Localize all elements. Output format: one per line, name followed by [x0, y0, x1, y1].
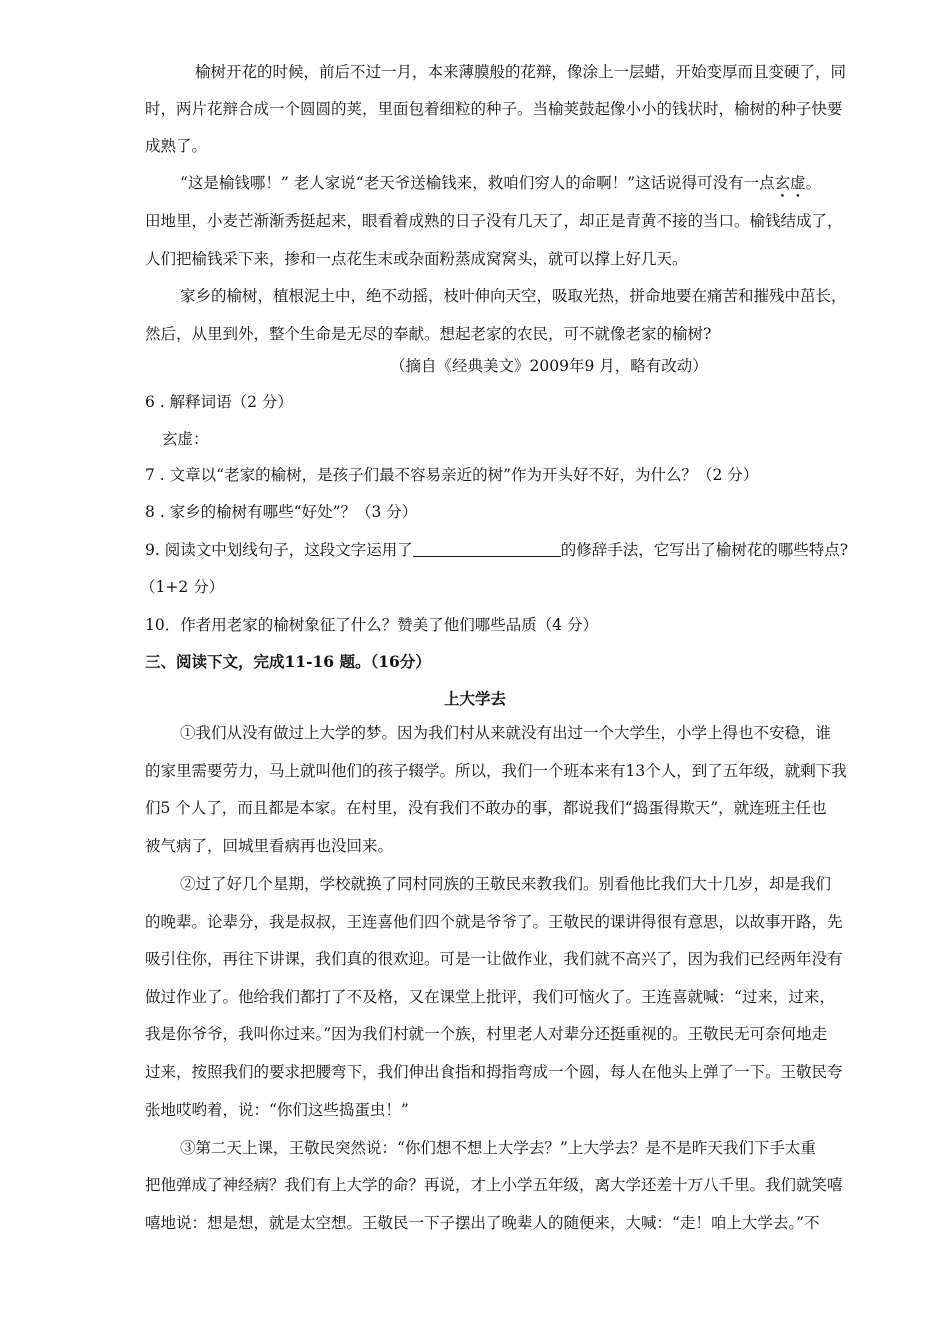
- question-6: 6 . 解释词语（2 分）: [145, 393, 293, 411]
- question-7: 7 . 文章以“老家的榆树，是孩子们最不容易亲近的树”作为开头好不好，为什么？（2 分）: [145, 466, 759, 484]
- question-9: [145, 540, 848, 560]
- passage1-p1-line2: 时，两片花辩合成一个圆圆的荚，里面包着细粒的种子。当榆荚鼓起像小小的钱状时，榆树的种子快要: [145, 100, 843, 118]
- section3-para2-line4: 做过作业了。他给我们都打了不及格，又在课堂上批评，我们可恼火了。王连喜就喊：“过来，过来，: [145, 988, 835, 1006]
- passage1-p3-line2: 然后，从里到外，整个生命是无尽的奉献。想起老家的农民，可不就像老家的榆树?: [145, 325, 712, 343]
- question-6-term: 玄虚：: [162, 430, 209, 448]
- section3-para1-line2: 的家里需要劳力，马上就叫他们的孩子辍学。所以，我们一个班本来有13个人，到了五年级，就剩下我: [145, 762, 847, 780]
- section3-heading: 三、阅读下文，完成11-16 题。（16分）: [145, 652, 431, 671]
- passage1-p1-line3: 成熟了。: [145, 137, 208, 155]
- passage1-p1-line1: 榆树开花的时候，前后不过一月，本来薄膜般的花辩，像涂上一层蜡，开始变厚而且变硬了，同: [195, 63, 847, 81]
- passage1-p2-line2: 田地里，小麦芒渐渐秀挺起来，眼看着成熟的日子没有几天了，却正是青黄不接的当口。榆钱结成了，: [145, 212, 843, 230]
- section3-para2-line2: 的晚辈。论辈分，我是叔叔，王连喜他们四个就是爷爷了。王敬民的课讲得很有意思，以故事开路，先: [145, 913, 843, 931]
- section3-title: 上大学去: [443, 689, 506, 708]
- emphasis-char-xu: 虚: [790, 174, 806, 192]
- question-9-text: 9. 阅读文中划线句子，这段文字运用了: [145, 541, 413, 559]
- question-8: 8 . 家乡的榆树有哪些“好处”？（3 分）: [145, 503, 418, 521]
- section3-para3-line2: 把他弹成了神经病？我们有上大学的命？再说，才上小学五年级，离大学还差十万八千里。我们就笑嘻: [145, 1176, 843, 1194]
- question-9-text-end: 的修辞手法，它写出了榆树花的哪些特点?: [560, 541, 849, 559]
- section3-para3-line1: ③第二天上课，王敬民突然说：“你们想不想上大学去？”上大学去？是不是昨天我们下手太重: [180, 1139, 816, 1157]
- section3-para2-line3: 吸引住你，再往下讲课，我们真的很欢迎。可是一让做作业，我们就不高兴了，因为我们已经两年没有: [145, 950, 843, 968]
- question-10: 10．作者用老家的榆树象征了什么？赞美了他们哪些品质（4 分）: [145, 616, 599, 634]
- section3-para2-line1: ②过了好几个星期，学校就换了同村同族的王敬民来教我们。别看他比我们大十几岁，却是我们: [180, 875, 832, 893]
- passage1-p2-text: “这是榆钱哪！” 老人家说“老天爷送榆钱来，救咱们穷人的命啊！”这话说得可没有一点: [180, 174, 775, 192]
- section3-para1-line4: 被气病了，回城里看病再也没回来。: [145, 837, 394, 855]
- emphasis-char-xuan: 玄: [774, 174, 791, 192]
- section3-para2-line6: 过来，按照我们的要求把腰弯下，我们伸出食指和拇指弯成一个圆，每人在他头上弹了一下。王敬民夸: [145, 1063, 843, 1081]
- section3-para1-line1: ①我们从没有做过上大学的梦。因为我们村从来就没有出过一个大学生，小学上得也不安稳，谁: [180, 724, 832, 742]
- passage1-p3-line1: 家乡的榆树，植根泥土中，绝不动摇，枝叶伸向天空，吸取光热，拼命地要在痛苦和摧残中茁长，: [180, 287, 847, 305]
- passage1-p2-line1: [180, 173, 821, 193]
- section3-para3-line3: 嘻地说：想是想，就是太空想。王敬民一下子摆出了晚辈人的随便来，大喊：“走！咱上大学去。”不: [145, 1214, 820, 1232]
- answer-blank[interactable]: [413, 540, 561, 557]
- section3-para2-line7: 张地哎哟着，说：“你们这些捣蛋虫！”: [145, 1101, 409, 1119]
- passage1-p2-punct: 。: [805, 174, 822, 192]
- question-9-points: （1+2 分）: [140, 578, 225, 596]
- section3-para2-line5: 我是你爷爷，我叫你过来。”因为我们村就一个族，村里老人对辈分还挺重视的。王敬民无可奈何地走: [145, 1025, 828, 1043]
- passage1-p2-line3: 人们把榆钱采下来，掺和一点花生末或杂面粉蒸成窝窝头，就可以撑上好几天。: [145, 250, 688, 268]
- passage1-source: （摘自《经典美文》2009年9 月，略有改动）: [390, 357, 708, 375]
- section3-para1-line3: 们5 个人了，而且都是本家。在村里，没有我们不敢办的事，都说我们“捣蛋得欺天”，就连班主任也: [145, 799, 827, 817]
